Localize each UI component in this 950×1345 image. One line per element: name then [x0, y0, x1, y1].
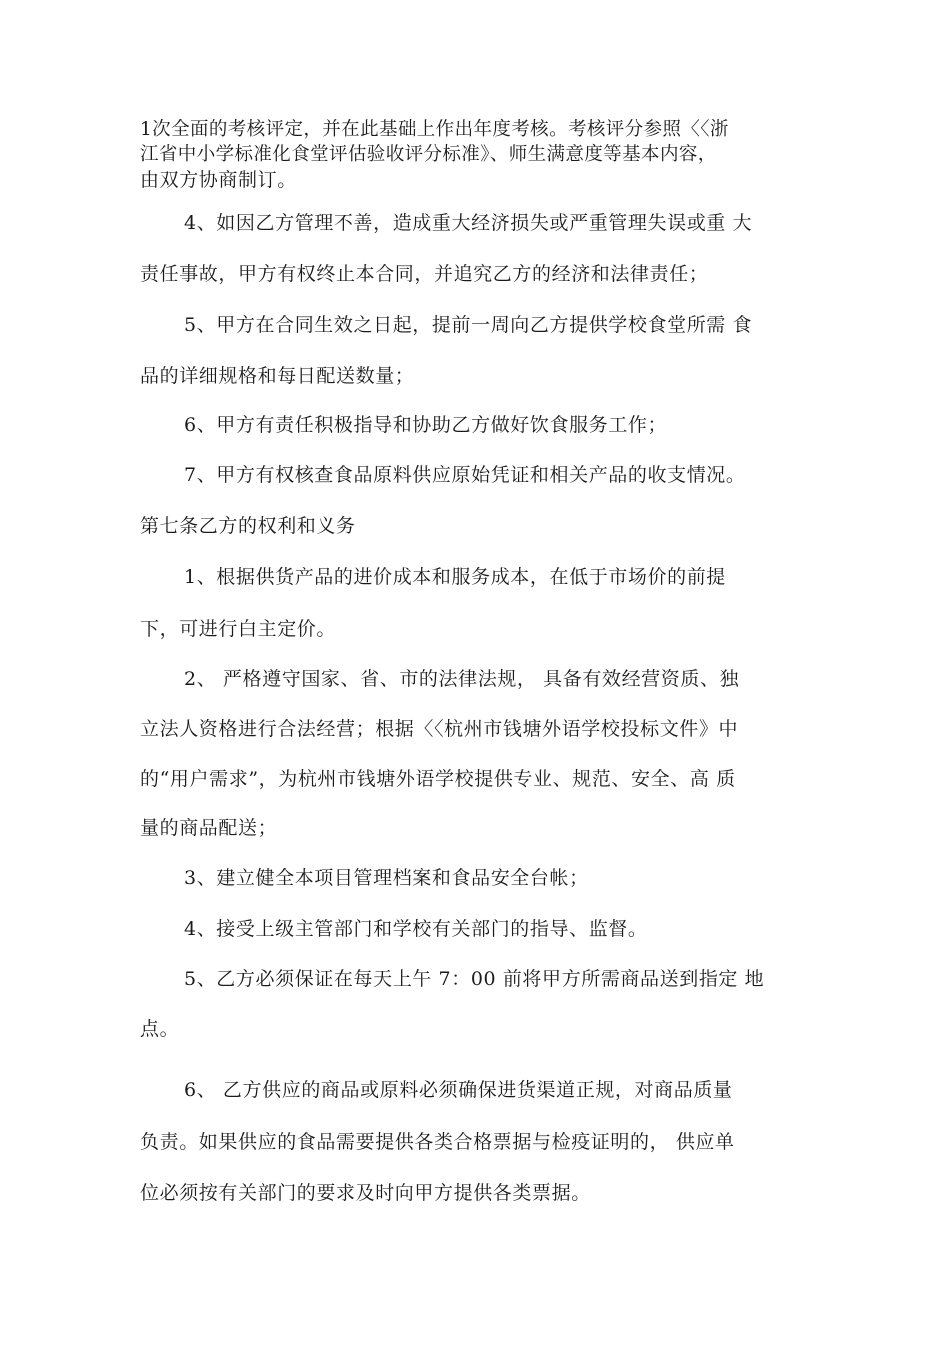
text-line: 5、乙方必须保证在每天上午 7：00 前将甲方所需商品送到指定 地: [184, 968, 765, 990]
text-line: 2、 严格遵守国家、省、市的法律法规， 具备有效经营资质、独: [184, 668, 740, 690]
text-line: 品的详细规格和每日配送数量；: [140, 365, 415, 387]
text-line: 1、根据供货产品的进价成本和服务成本，在低于市场价的前提: [184, 566, 726, 588]
text-line: 1次全面的考核评定，并在此基础上作出年度考核。考核评分参照〈〈浙: [140, 119, 729, 140]
text-line: 量的商品配送；: [140, 817, 278, 839]
text-line: 的“用户需求”，为杭州市钱塘外语学校提供专业、规范、安全、高 质: [140, 768, 736, 790]
text-line: 4、如因乙方管理不善，造成重大经济损失或严重管理失误或重 大: [184, 212, 753, 234]
text-line: 负责。如果供应的食品需要提供各类合格票据与检疫证明的， 供应单: [140, 1131, 735, 1153]
text-line: 6、甲方有责任积极指导和协助乙方做好饮食服务工作；: [184, 414, 668, 436]
text-line: 立法人资格进行合法经营；根据〈〈杭州市钱塘外语学校投标文件》中: [140, 718, 739, 740]
text-line: 责任事故，甲方有权终止本合同，并追究乙方的经济和法律责任；: [140, 263, 709, 285]
text-line: 江省中小学标准化食堂评估验收评分标准》、师生满意度等基本内容，: [140, 144, 717, 165]
text-line: 下，可进行白主定价。: [140, 618, 337, 640]
text-line: 7、甲方有权核查食品原料供应原始凭证和相关产品的收支情况。: [184, 464, 746, 486]
text-line: 6、 乙方供应的商品或原料必须确保进货渠道正规，对商品质量: [184, 1079, 733, 1101]
text-line: 由双方协商制订。: [140, 169, 297, 191]
text-line: 位必须按有关部门的要求及时向甲方提供各类票据。: [140, 1182, 591, 1204]
text-line: 4、接受上级主管部门和学校有关部门的指导、监督。: [184, 918, 648, 940]
text-line: 点。: [140, 1018, 180, 1040]
text-line: 3、建立健全本项目管理档案和食品安全台帐；: [184, 867, 589, 889]
text-line: 5、甲方在合同生效之日起，提前一周向乙方提供学校食堂所需 食: [184, 314, 753, 336]
section-heading: 第七条乙方的权利和义务: [140, 515, 356, 537]
